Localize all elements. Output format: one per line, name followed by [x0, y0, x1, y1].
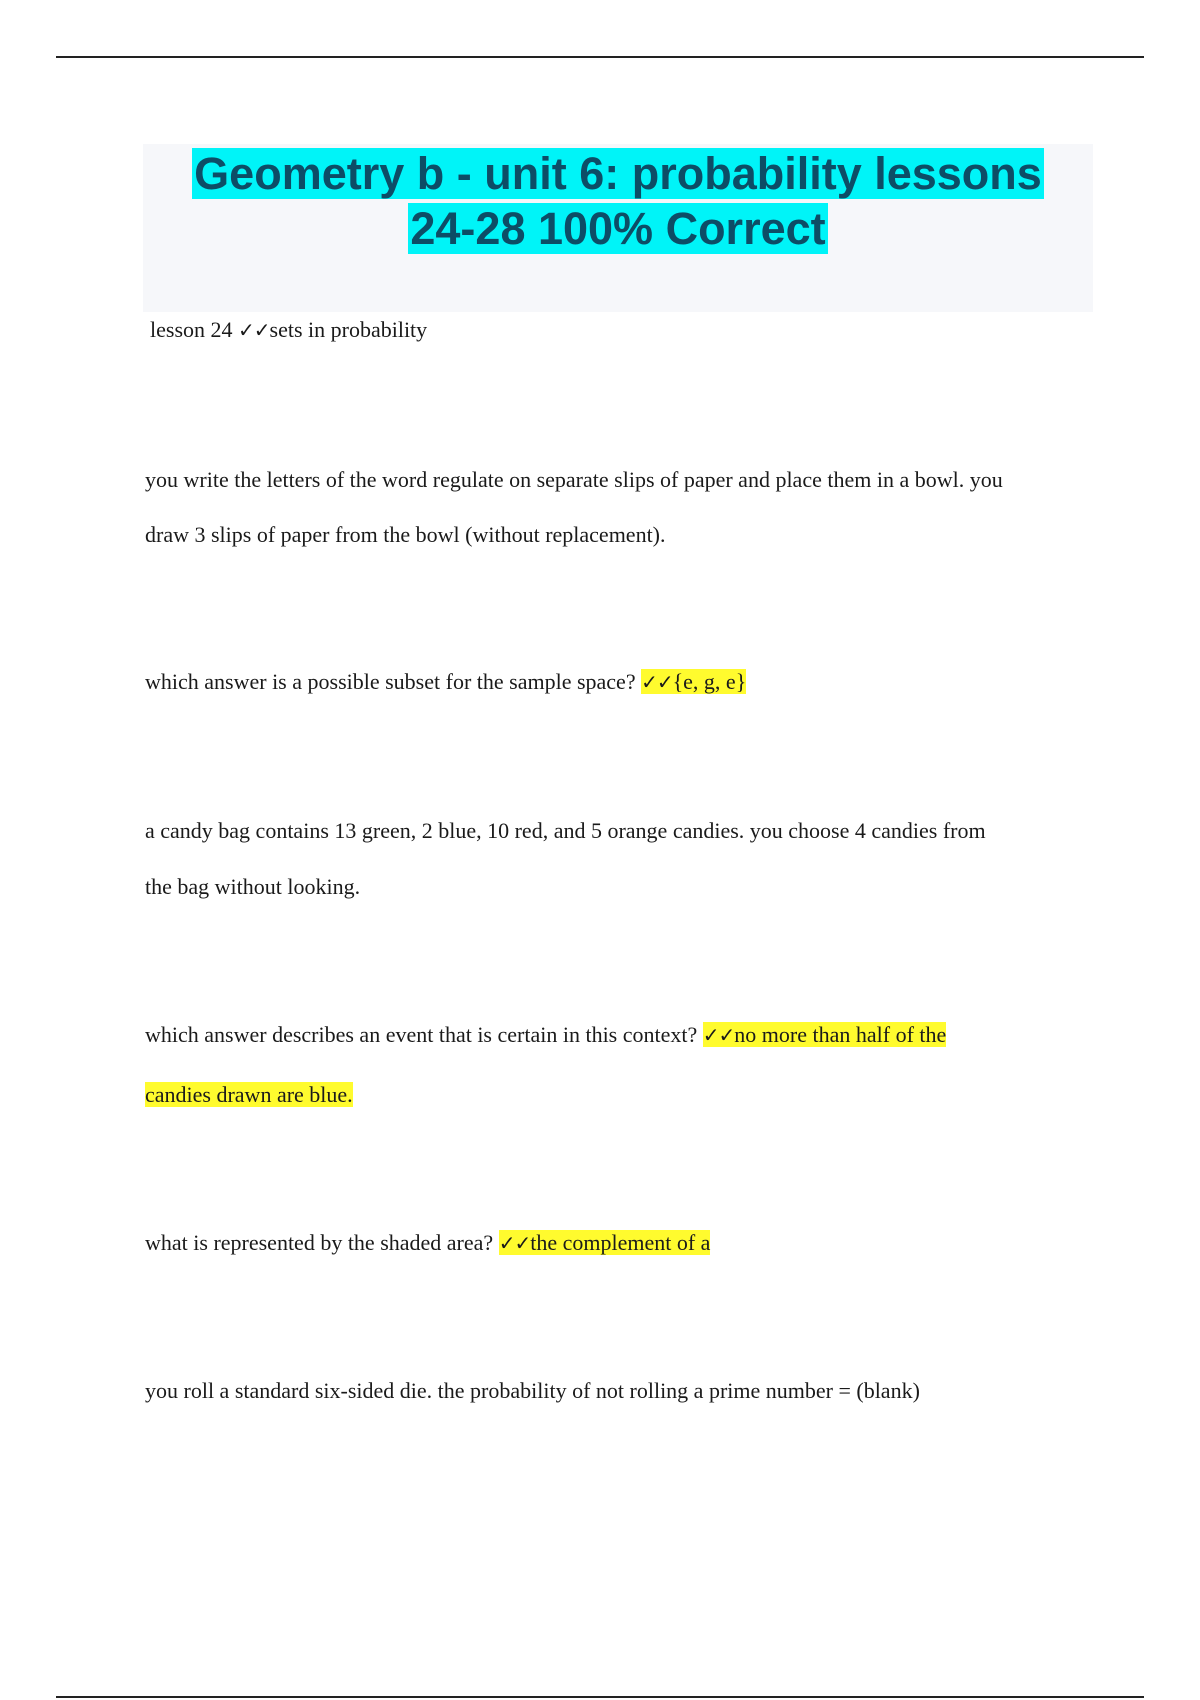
question-3-line-1: a candy bag contains 13 green, 2 blue, 10 red, and 5 orange candies. you choose 4 candies from: [145, 818, 986, 843]
question-4-answer-text-1: no more than half of the: [734, 1022, 947, 1047]
question-5: [145, 1228, 710, 1258]
question-4-answer-line-1: [703, 1022, 947, 1047]
question-4-continued: [145, 1080, 353, 1110]
check-mark-icon: ✓✓: [702, 1023, 735, 1047]
question-1-line-2: draw 3 slips of paper from the bowl (without replacement).: [145, 522, 666, 547]
lesson-heading: [150, 315, 427, 345]
question-1-line-1: you write the letters of the word regulate on separate slips of paper and place them in a bowl. you: [145, 467, 1003, 492]
check-mark-icon: ✓✓: [238, 318, 270, 342]
question-3-line-2: the bag without looking.: [145, 874, 361, 899]
title-line-2: 24-28 100% Correct: [410, 203, 826, 254]
question-2-text: which answer is a possible subset for the sample space?: [145, 669, 642, 694]
question-5-answer: [499, 1230, 711, 1255]
question-4: [145, 1020, 946, 1050]
question-2-answer-text: {e, g, e}: [672, 669, 747, 694]
question-2: [145, 667, 746, 697]
title-line-1: Geometry b - unit 6: probability lessons: [194, 148, 1042, 199]
question-4-answer-line-2: candies drawn are blue.: [145, 1082, 353, 1107]
question-2-answer: [641, 669, 746, 694]
top-rule: [56, 56, 1144, 58]
lesson-heading-prefix: lesson 24: [150, 317, 238, 342]
check-mark-icon: ✓✓: [498, 1231, 531, 1255]
check-mark-icon: ✓✓: [641, 670, 673, 694]
question-5-text: what is represented by the shaded area?: [145, 1230, 499, 1255]
lesson-heading-text: sets in probability: [269, 317, 428, 342]
question-5-answer-text: the complement of a: [530, 1230, 711, 1255]
document-title: [143, 144, 1093, 256]
question-6: you roll a standard six-sided die. the probability of not rolling a prime number = (blank): [145, 1378, 920, 1403]
bottom-rule: [56, 1696, 1144, 1698]
question-4-text: which answer describes an event that is certain in this context?: [145, 1022, 703, 1047]
title-block: [143, 144, 1093, 312]
